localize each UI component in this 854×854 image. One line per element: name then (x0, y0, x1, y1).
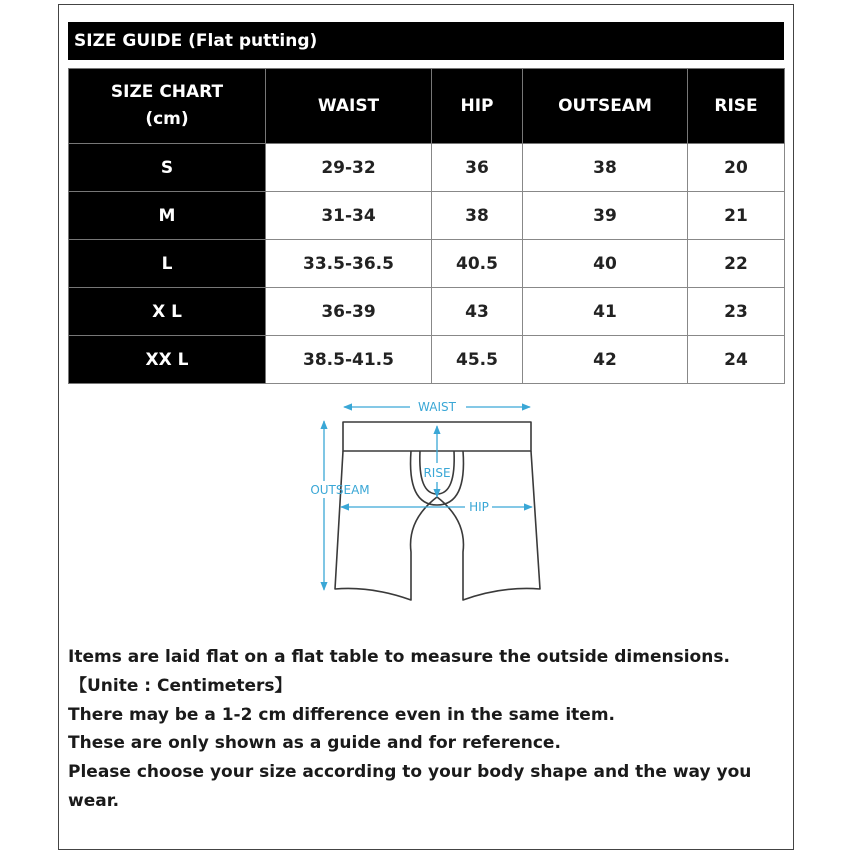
outseam-cell: 41 (523, 288, 688, 336)
note-line: There may be a 1-2 cm difference even in the same item. (68, 704, 616, 725)
waist-label: WAIST (418, 400, 456, 414)
size-cell: M (69, 192, 266, 240)
header-hip: HIP (432, 69, 523, 144)
waist-cell: 29-32 (266, 144, 432, 192)
size-cell: S (69, 144, 266, 192)
table-row (69, 192, 785, 240)
note-line: Items are laid flat on a flat table to measure the outside dimensions. (68, 647, 730, 667)
table-row (69, 288, 785, 336)
table-row (69, 144, 785, 192)
size-chart-table (68, 68, 785, 384)
measurement-diagram (300, 395, 560, 610)
outseam-cell: 39 (523, 192, 688, 240)
rise-cell: 24 (688, 336, 785, 384)
rise-cell: 23 (688, 288, 785, 336)
waist-cell: 31-34 (266, 192, 432, 240)
page-title: SIZE GUIDE (Flat putting) (68, 22, 784, 60)
hip-cell: 40.5 (432, 240, 523, 288)
header-size-chart (69, 69, 266, 144)
table-row (69, 240, 785, 288)
outseam-label: OUTSEAM (310, 483, 370, 497)
header-outseam: OUTSEAM (523, 69, 688, 144)
waist-cell: 38.5-41.5 (266, 336, 432, 384)
outseam-cell: 40 (523, 240, 688, 288)
measurement-arrows (324, 407, 532, 590)
size-cell: XX L (69, 336, 266, 384)
note-line: 【Unite : Centimeters】 (70, 675, 292, 696)
header-size-chart-label: SIZE CHART (110, 82, 224, 102)
header-size-chart-unit: (cm) (145, 109, 189, 129)
hip-label: HIP (469, 500, 489, 514)
size-cell: L (69, 240, 266, 288)
rise-label: RISE (423, 466, 451, 480)
left-leg-shape (335, 451, 437, 600)
hip-cell: 43 (432, 288, 523, 336)
hip-cell: 45.5 (432, 336, 523, 384)
outseam-cell: 38 (523, 144, 688, 192)
size-cell: X L (69, 288, 266, 336)
waist-cell: 33.5-36.5 (266, 240, 432, 288)
note-line: These are only shown as a guide and for reference. (68, 733, 561, 754)
header-waist: WAIST (266, 69, 432, 144)
waist-cell: 36-39 (266, 288, 432, 336)
measurement-notes (68, 643, 784, 816)
hip-cell: 36 (432, 144, 523, 192)
table-header-row (69, 69, 785, 144)
note-line: Please choose your size according to your body shape and the way you wear. (68, 762, 752, 811)
rise-cell: 20 (688, 144, 785, 192)
rise-cell: 22 (688, 240, 785, 288)
table-row (69, 336, 785, 384)
outseam-cell: 42 (523, 336, 688, 384)
hip-cell: 38 (432, 192, 523, 240)
rise-cell: 21 (688, 192, 785, 240)
header-rise: RISE (688, 69, 785, 144)
